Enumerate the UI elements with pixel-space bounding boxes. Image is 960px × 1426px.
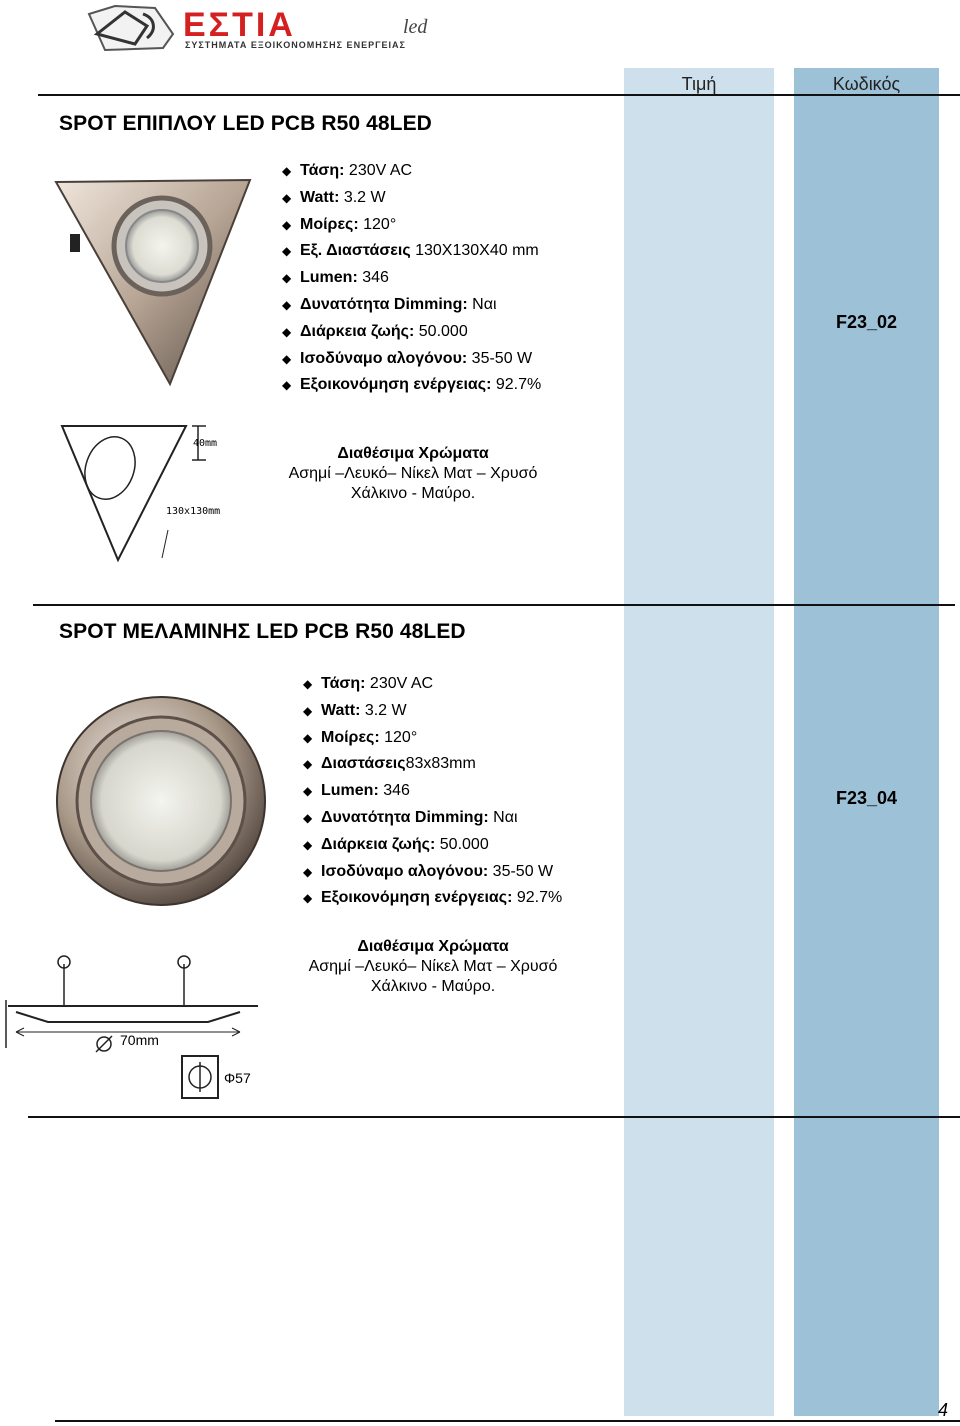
spec-item: ◆ Lumen: 346 [303, 778, 562, 805]
drawing-label-height: 40mm [193, 438, 218, 449]
bullet-icon: ◆ [282, 271, 292, 286]
logo-tagline: ΣΥΣΤΗΜΑΤΑ ΕΞΟΙΚΟΝΟΜΗΣΗΣ ΕΝΕΡΓΕΙΑΣ [185, 40, 406, 50]
spec-item: ◆ Τάση: 230V AC [282, 158, 541, 185]
spec-item: ◆ Watt: 3.2 W [282, 185, 541, 212]
bullet-icon: ◆ [282, 297, 292, 312]
colors-heading: Διαθέσιμα Χρώματα [357, 938, 509, 955]
colors-heading: Διαθέσιμα Χρώματα [337, 445, 489, 462]
drawing-label-size: 130x130mm [166, 506, 221, 517]
bullet-icon: ◆ [303, 810, 313, 825]
available-colors [258, 444, 568, 504]
price-column [624, 68, 774, 1416]
spec-list [282, 158, 541, 399]
spec-item: ◆ Εξ. Διαστάσεις 130X130X40 mm [282, 238, 541, 265]
bullet-icon: ◆ [303, 703, 313, 718]
price-column-header: Τιμή [681, 74, 717, 94]
logo-mark-icon [85, 4, 180, 54]
triangle-spot-photo [52, 176, 256, 388]
spec-list [303, 671, 562, 912]
code-column [794, 68, 939, 1416]
spec-item: ◆ Εξοικονόμηση ενέργειας: 92.7% [282, 372, 541, 399]
product-code: F23_04 [835, 788, 898, 808]
footer-rule [55, 1420, 960, 1422]
spec-item: ◆ Ισοδύναμο αλογόνου: 35-50 W [303, 859, 562, 886]
bullet-icon: ◆ [303, 677, 313, 691]
logo [85, 4, 455, 54]
logo-suffix: led [403, 16, 428, 38]
logo-brand: ΕΣΤΙΑ [183, 6, 296, 44]
spec-item: ◆ Τάση: 230V AC [303, 671, 562, 698]
spec-item: ◆ Διάρκεια ζωής: 50.000 [303, 832, 562, 859]
bullet-icon: ◆ [282, 217, 292, 232]
header-rule [38, 94, 960, 96]
bullet-icon: ◆ [303, 864, 313, 879]
spec-item: ◆ Εξοικονόμηση ενέργειας: 92.7% [303, 885, 562, 912]
colors-line: Χάλκινο - Μαύρο. [350, 485, 476, 502]
bullet-icon: ◆ [282, 244, 292, 259]
product-code: F23_02 [835, 312, 898, 332]
colors-line: Χάλκινο - Μαύρο. [370, 978, 496, 995]
bullet-icon: ◆ [303, 891, 313, 906]
spec-item: ◆ Διαστάσεις83x83mm [303, 751, 562, 778]
bullet-icon: ◆ [282, 324, 292, 339]
spec-item: ◆ Μοίρες: 120° [303, 725, 562, 752]
bullet-icon: ◆ [282, 378, 292, 393]
drawing-label-diameter: 70mm [120, 1032, 159, 1048]
colors-line: Ασημί –Λευκό– Νίκελ Ματ – Χρυσό [288, 465, 538, 482]
page-number: 4 [938, 1400, 949, 1420]
bullet-icon: ◆ [282, 351, 292, 366]
section-divider [33, 604, 955, 606]
spec-item: ◆ Lumen: 346 [282, 265, 541, 292]
spec-item: ◆ Διάρκεια ζωής: 50.000 [282, 319, 541, 346]
bullet-icon: ◆ [303, 784, 313, 799]
spec-item: ◆ Watt: 3.2 W [303, 698, 562, 725]
drawing-label-cutout: Φ57 [224, 1070, 251, 1086]
bullet-icon: ◆ [282, 164, 292, 178]
spec-item: ◆ Ισοδύναμο αλογόνου: 35-50 W [282, 346, 541, 373]
colors-line: Ασημί –Λευκό– Νίκελ Ματ – Χρυσό [308, 958, 558, 975]
round-spot-photo [54, 694, 268, 908]
product-title: SPOT ΜΕΛΑΜΙΝΗΣ LED PCB R50 48LED [59, 620, 466, 643]
bullet-icon: ◆ [303, 730, 313, 745]
round-technical-drawing [2, 948, 264, 1104]
spec-item: ◆ Δυνατότητα Dimming: Ναι [303, 805, 562, 832]
code-column-header: Κωδικός [832, 74, 901, 94]
spec-item: ◆ Μοίρες: 120° [282, 212, 541, 239]
spec-item: ◆ Δυνατότητα Dimming: Ναι [282, 292, 541, 319]
product-title: SPOT ΕΠΙΠΛΟΥ LED PCB R50 48LED [59, 112, 432, 135]
bullet-icon: ◆ [303, 837, 313, 852]
available-colors [278, 937, 588, 997]
bullet-icon: ◆ [282, 190, 292, 205]
triangle-technical-drawing [58, 420, 228, 566]
section-divider [28, 1116, 960, 1118]
bullet-icon: ◆ [303, 757, 313, 772]
